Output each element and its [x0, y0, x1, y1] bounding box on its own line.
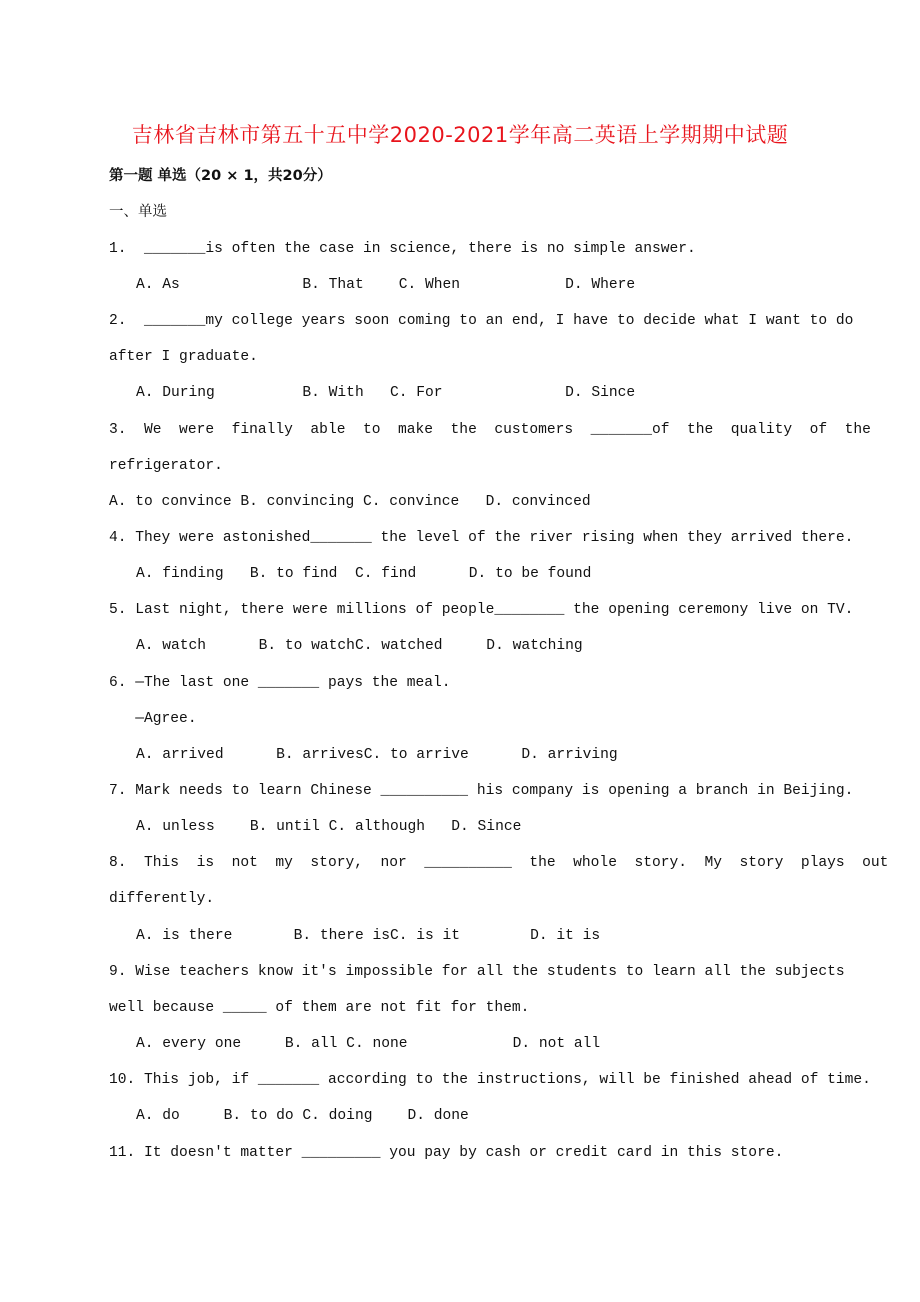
question-2-options: A. During B. With C. For D. Since [136, 385, 636, 401]
question-7-options: A. unless B. until C. although D. Since [136, 819, 522, 835]
question-3-text-cont: refrigerator. [109, 458, 223, 474]
subsection-heading: 一、单选 [109, 204, 167, 220]
question-5-options: A. watch B. to watchC. watched D. watching [136, 638, 583, 654]
question-9-text: 9. Wise teachers know it's impossible for all the students to learn all the subjects [109, 964, 845, 980]
question-8-text-cont: differently. [109, 891, 215, 907]
question-3-options: A. to convince B. convincing C. convince D. convinced [109, 494, 591, 510]
question-1-options: A. As B. That C. When D. Where [136, 277, 636, 293]
question-9-options: A. every one B. all C. none D. not all [136, 1036, 601, 1052]
question-2-text: 2. _______my college years soon coming to an end, I have to decide what I want to do [109, 313, 854, 329]
question-6-text: 6. —The last one _______ pays the meal. [109, 675, 451, 691]
question-4-options: A. finding B. to find C. find D. to be found [136, 566, 592, 582]
question-9-text-cont: well because _____ of them are not fit for them. [109, 1000, 530, 1016]
question-6-reply: —Agree. [109, 711, 197, 727]
document-title: 吉林省吉林市第五十五中学2020-2021学年高二英语上学期期中试题 [131, 123, 789, 147]
question-10-text: 10. This job, if _______ according to the instructions, will be finished ahead of time. [109, 1072, 871, 1088]
section-heading: 第一题 单选（20 × 1，共20分） [109, 168, 332, 184]
question-2-text-cont: after I graduate. [109, 349, 258, 365]
question-4-text: 4. They were astonished_______ the level of the river rising when they arrived there. [109, 530, 854, 546]
question-8-options: A. is there B. there isC. is it D. it is [136, 928, 601, 944]
question-8-text: 8. This is not my story, nor __________ the whole story. My story plays out [109, 855, 889, 871]
question-1-text: 1. _______is often the case in science, there is no simple answer. [109, 241, 696, 257]
question-10-options: A. do B. to do C. doing D. done [136, 1108, 469, 1124]
question-3-text: 3. We were finally able to make the customers _______of the quality of the [109, 422, 871, 438]
question-6-options: A. arrived B. arrivesC. to arrive D. arriving [136, 747, 618, 763]
question-5-text: 5. Last night, there were millions of people________ the opening ceremony live on TV. [109, 602, 854, 618]
question-11-text: 11. It doesn't matter _________ you pay by cash or credit card in this store. [109, 1145, 784, 1161]
question-7-text: 7. Mark needs to learn Chinese __________ his company is opening a branch in Beijing. [109, 783, 854, 799]
